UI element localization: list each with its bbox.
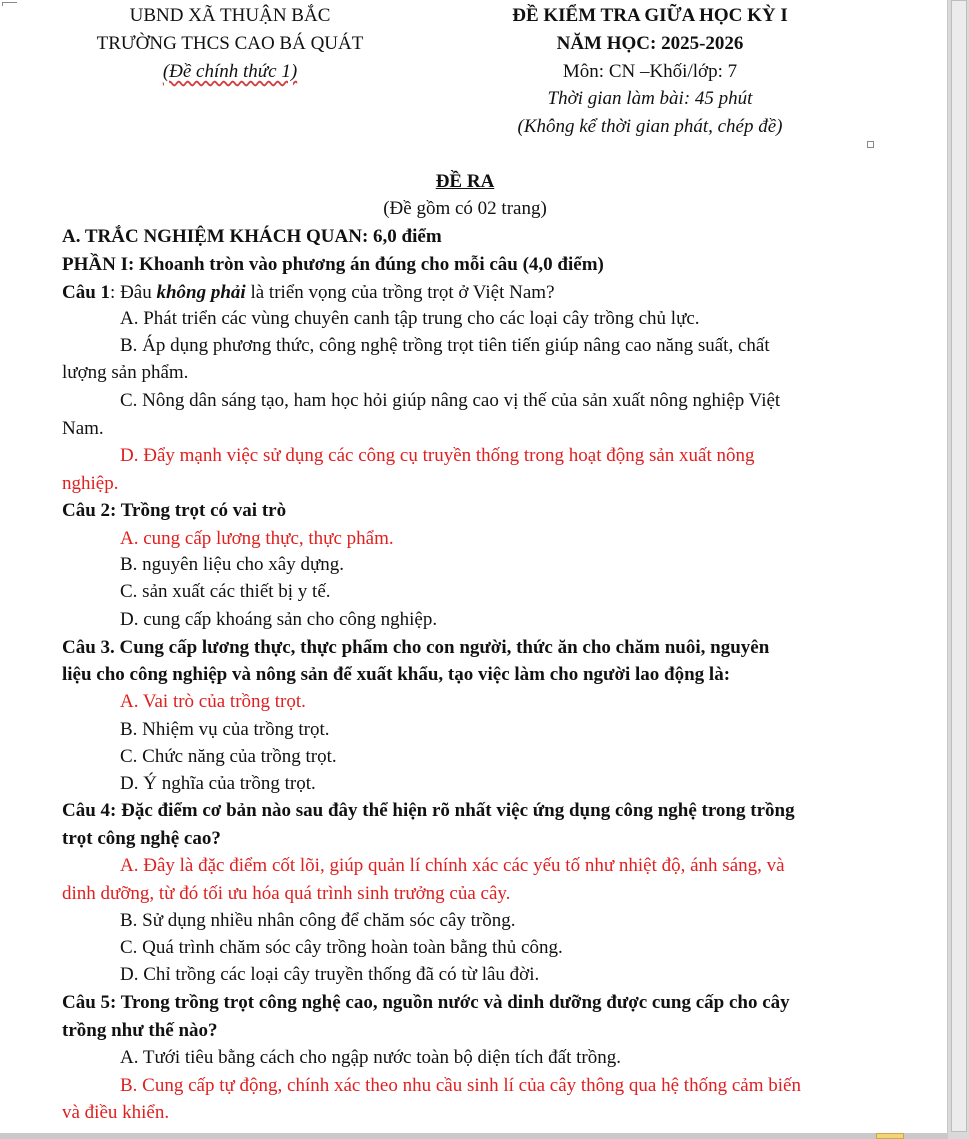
- exam-duration: Thời gian làm bài: 45 phút: [547, 88, 753, 109]
- question-5: Câu 5: Trong trồng trọt công nghệ cao, nguồn nước và dinh dưỡng được cung cấp cho cây: [62, 992, 790, 1013]
- q3-option-d: D. Ý nghĩa của trồng trọt.: [120, 773, 316, 794]
- q4-option-c: C. Quá trình chăm sóc cây trồng hoàn toàn bằng thủ công.: [120, 937, 563, 958]
- question-4: Câu 4: Đặc điểm cơ bản nào sau đây thể hiện rõ nhất việc ứng dụng công nghệ trong trồng: [62, 800, 795, 821]
- vertical-scrollbar[interactable]: [947, 0, 969, 1139]
- section-a-heading: A. TRẮC NGHIỆM KHÁCH QUAN: 6,0 điểm: [62, 226, 442, 247]
- page-corner-mark: [2, 2, 17, 6]
- page-count-note: (Đề gồm có 02 trang): [383, 198, 547, 219]
- horizontal-scrollbar[interactable]: [0, 1133, 948, 1139]
- scrollbar-thumb[interactable]: [951, 0, 967, 1132]
- question-5-cont: trồng như thế nào?: [62, 1020, 218, 1041]
- official-exam-label: (Đề chính thức 1): [162, 61, 298, 82]
- question-2: Câu 2: Trồng trọt có vai trò: [62, 500, 287, 521]
- q1-option-b: B. Áp dụng phương thức, công nghệ trồng trọt tiên tiến giúp nâng cao năng suất, chất: [120, 335, 770, 356]
- q3-option-b: B. Nhiệm vụ của trồng trọt.: [120, 719, 330, 740]
- q4-option-d: D. Chỉ trồng các loại cây truyền thống đã có từ lâu đời.: [120, 964, 540, 985]
- q4-option-a-answer: A. Đây là đặc điểm cốt lõi, giúp quản lí chính xác các yếu tố như nhiệt độ, ánh sáng, và: [120, 855, 785, 876]
- anchor-marker-icon: [867, 141, 874, 148]
- q5-option-b-answer: B. Cung cấp tự động, chính xác theo nhu cầu sinh lí của cây thông qua hệ thống cảm biến: [120, 1075, 801, 1096]
- q5-option-a: A. Tưới tiêu bằng cách cho ngập nước toàn bộ diện tích đất trồng.: [120, 1047, 621, 1068]
- q5-option-b-cont: và điều khiển.: [62, 1102, 170, 1123]
- q1-option-c-cont: Nam.: [62, 418, 104, 439]
- question-4-cont: trọt công nghệ cao?: [62, 828, 221, 849]
- q4-option-b: B. Sử dụng nhiều nhân công để chăm sóc cây trồng.: [120, 910, 516, 931]
- q3-option-a-answer: A. Vai trò của trồng trọt.: [120, 691, 306, 712]
- q1-option-c: C. Nông dân sáng tạo, ham học hỏi giúp nâng cao vị thế của sản xuất nông nghiệp Việt: [120, 390, 781, 411]
- question-3: Câu 3. Cung cấp lương thực, thực phẩm cho con người, thức ăn cho chăm nuôi, nguyên: [62, 637, 770, 658]
- question-1: Câu 1: Đâu không phải là triển vọng của trồng trọt ở Việt Nam?: [62, 282, 555, 303]
- q1-option-d-answer: D. Đẩy mạnh việc sử dụng các công cụ truyền thống trong hoạt động sản xuất nông: [120, 445, 755, 466]
- q1-option-b-cont: lượng sản phẩm.: [62, 362, 189, 383]
- q2-option-d: D. cung cấp khoáng sản cho công nghiệp.: [120, 609, 438, 630]
- section-title: ĐỀ RA: [435, 171, 495, 192]
- district-name: UBND XÃ THUẬN BẮC: [129, 5, 331, 26]
- exam-title: ĐỀ KIỂM TRA GIỮA HỌC KỲ I: [512, 5, 788, 26]
- school-year: NĂM HỌC: 2025-2026: [556, 33, 744, 54]
- q2-option-c: C. sản xuất các thiết bị y tế.: [120, 581, 331, 602]
- q2-option-b: B. nguyên liệu cho xây dựng.: [120, 554, 345, 575]
- page-tab-indicator[interactable]: [876, 1133, 904, 1139]
- q1-option-a: A. Phát triển các vùng chuyên canh tập trung cho các loại cây trồng chủ lực.: [120, 308, 700, 329]
- subject-grade: Môn: CN –Khối/lớp: 7: [562, 61, 738, 82]
- duration-note: (Không kể thời gian phát, chép đề): [517, 116, 783, 137]
- part-1-heading: PHẦN I: Khoanh tròn vào phương án đúng cho mỗi câu (4,0 điểm): [62, 254, 604, 275]
- q1-option-d-cont: nghiệp.: [62, 473, 119, 494]
- question-3-cont: liệu cho công nghiệp và nông sản để xuất khẩu, tạo việc làm cho người lao động là:: [62, 664, 731, 685]
- q2-option-a-answer: A. cung cấp lương thực, thực phẩm.: [120, 528, 394, 549]
- q3-option-c: C. Chức năng của trồng trọt.: [120, 746, 337, 767]
- q4-option-a-cont: dinh dưỡng, từ đó tối ưu hóa quá trình sinh trưởng của cây.: [62, 883, 511, 904]
- school-name: TRƯỜNG THCS CAO BÁ QUÁT: [96, 33, 364, 54]
